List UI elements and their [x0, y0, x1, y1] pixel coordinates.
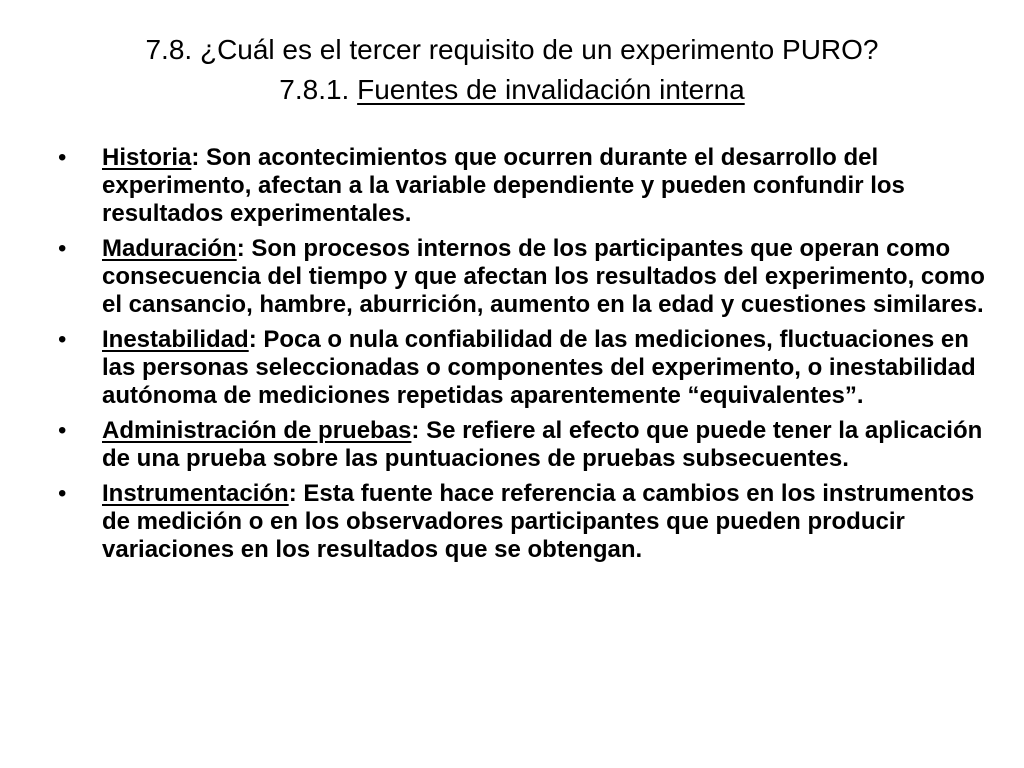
list-item [58, 326, 988, 410]
item-text: : Son acontecimientos que ocurren durante el desarrollo del experimento, afectan a la variable dependiente y pueden confundir los resultados experimentales. [102, 144, 905, 227]
title-line-1: 7.8. ¿Cuál es el tercer requisito de un experimento PURO? [145, 34, 879, 65]
list-item [58, 144, 988, 228]
item-term: Inestabilidad [102, 326, 249, 353]
list-item [58, 235, 988, 319]
item-text: : Son procesos internos de los participantes que operan como consecuencia del tiempo y que afectan los resultados del experimento, como el cansancio, hambre, aburrición, aumento en la edad y cuestiones similares. [102, 235, 985, 318]
item-text: : Esta fuente hace referencia a cambios en los instrumentos de medición o en los observadores participantes que pueden producir variaciones en los resultados que se obtengan. [102, 480, 975, 563]
item-term: Instrumentación [102, 480, 289, 507]
bullet-icon: • [58, 235, 67, 262]
bullet-icon: • [58, 144, 67, 171]
item-text: : Se refiere al efecto que puede tener la aplicación de una prueba sobre las puntuaciones de pruebas subsecuentes. [102, 417, 983, 472]
bullet-icon: • [58, 417, 67, 444]
item-term: Maduración [102, 235, 237, 262]
title-line-2-underlined: Fuentes de invalidación interna [357, 74, 745, 105]
title-line-2-prefix: 7.8.1. [279, 74, 358, 105]
bullet-list [58, 144, 988, 571]
item-term: Historia [102, 144, 192, 171]
list-item [58, 480, 988, 564]
bullet-icon: • [58, 480, 67, 507]
list-item [58, 417, 988, 473]
item-term: Administración de pruebas [102, 417, 412, 444]
slide-title [40, 30, 984, 110]
item-text: : Poca o nula confiabilidad de las mediciones, fluctuaciones en las personas seleccionadas o componentes del experimento, o inestabilidad autónoma de mediciones repetidas aparentemente “equivalentes”. [102, 326, 976, 409]
title-line-2 [40, 70, 984, 110]
bullet-icon: • [58, 326, 67, 353]
